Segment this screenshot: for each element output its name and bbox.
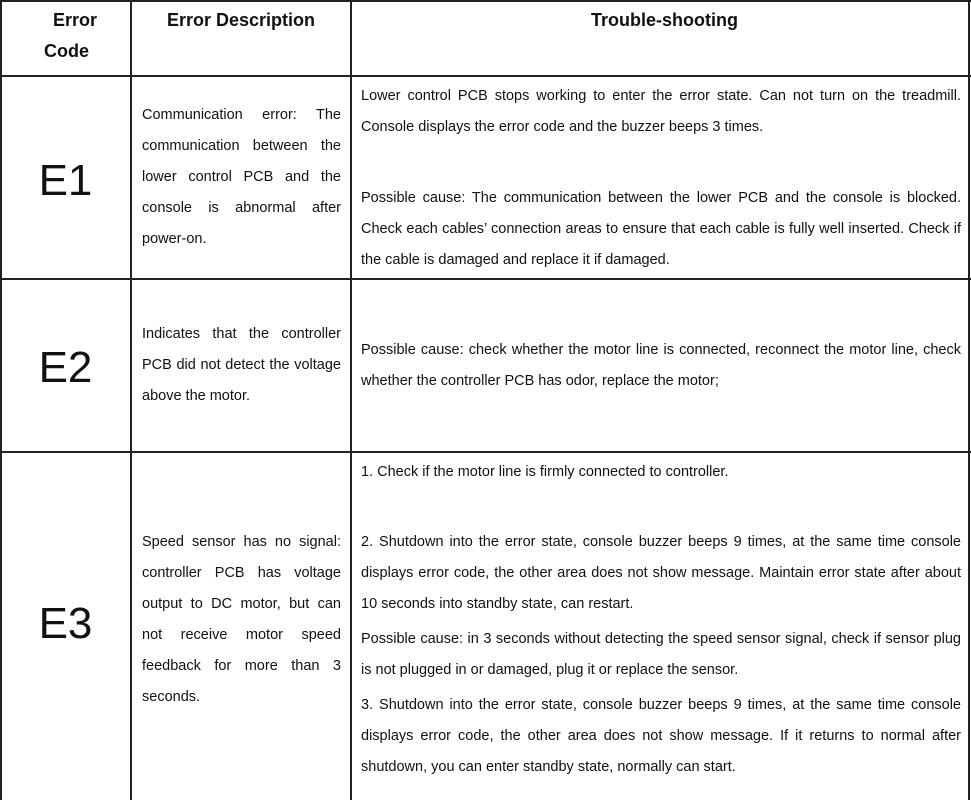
row-divider-e2 (0, 451, 971, 453)
header-code-line2: Code (44, 41, 89, 61)
troubleshooting-e3-step-1: 1. Check if the motor line is firmly connected to controller. (361, 464, 729, 480)
table-border-top (0, 0, 971, 2)
troubleshooting-e3-cause: Possible cause: in 3 seconds without detecting the speed sensor signal, check if sensor plug is not plugged in or damaged, plug it or replace the sensor. (361, 631, 961, 678)
troubleshooting-e1 (361, 81, 961, 276)
troubleshooting-e3-step-2: 2. Shutdown into the error state, console buzzer beeps 9 times, at the same time console displays error code, the other area does not show message. Maintain error state after about 10 seconds into standby state, can restart. (361, 534, 961, 612)
header-troubleshooting: Trouble-shooting (591, 10, 738, 30)
table-border-right (968, 0, 970, 800)
table-border-left (0, 0, 2, 800)
header-error-code (0, 5, 131, 67)
column-divider-2 (350, 0, 352, 800)
error-description-e3: Speed sensor has no signal: controller PCB has voltage output to DC motor, but can not receive motor speed feedback for more than 3 seconds. (142, 534, 341, 705)
error-code-e1: E1 (38, 156, 93, 205)
troubleshooting-e3-step-3: 3. Shutdown into the error state, console buzzer beeps 9 times, at the same time console displays error code, the other area does not show message. If it returns to normal after shutdown, you can enter standby state, normally can start. (361, 697, 961, 775)
column-divider-1 (130, 0, 132, 800)
header-code-line1: Error (53, 10, 98, 30)
error-code-e3: E3 (38, 599, 93, 648)
error-description-e1: Communication error: The communication between the lower control PCB and the console is abnormal after power-on. (142, 107, 341, 247)
troubleshooting-e1-step-1: Lower control PCB stops working to enter the error state. Can not turn on the treadmill. Console displays the error code and the buzzer beeps 3 times. (361, 88, 961, 135)
error-description-e2: Indicates that the controller PCB did not detect the voltage above the motor. (142, 326, 341, 404)
row-divider-e1 (0, 278, 971, 280)
row-divider-header (0, 75, 971, 77)
error-code-e2: E2 (38, 343, 93, 392)
header-error-description: Error Description (167, 10, 316, 30)
troubleshooting-e2-cause: Possible cause: check whether the motor line is connected, reconnect the motor line, check whether the controller PCB has odor, replace the motor; (361, 342, 961, 389)
troubleshooting-e2 (361, 335, 961, 397)
troubleshooting-e1-cause: Possible cause: The communication between the lower PCB and the console is blocked. Check each cables’ connection areas to ensure that each cable is fully well inserted. Check if the cable is damaged and replace it if damaged. (361, 190, 961, 268)
troubleshooting-e3 (361, 457, 961, 783)
